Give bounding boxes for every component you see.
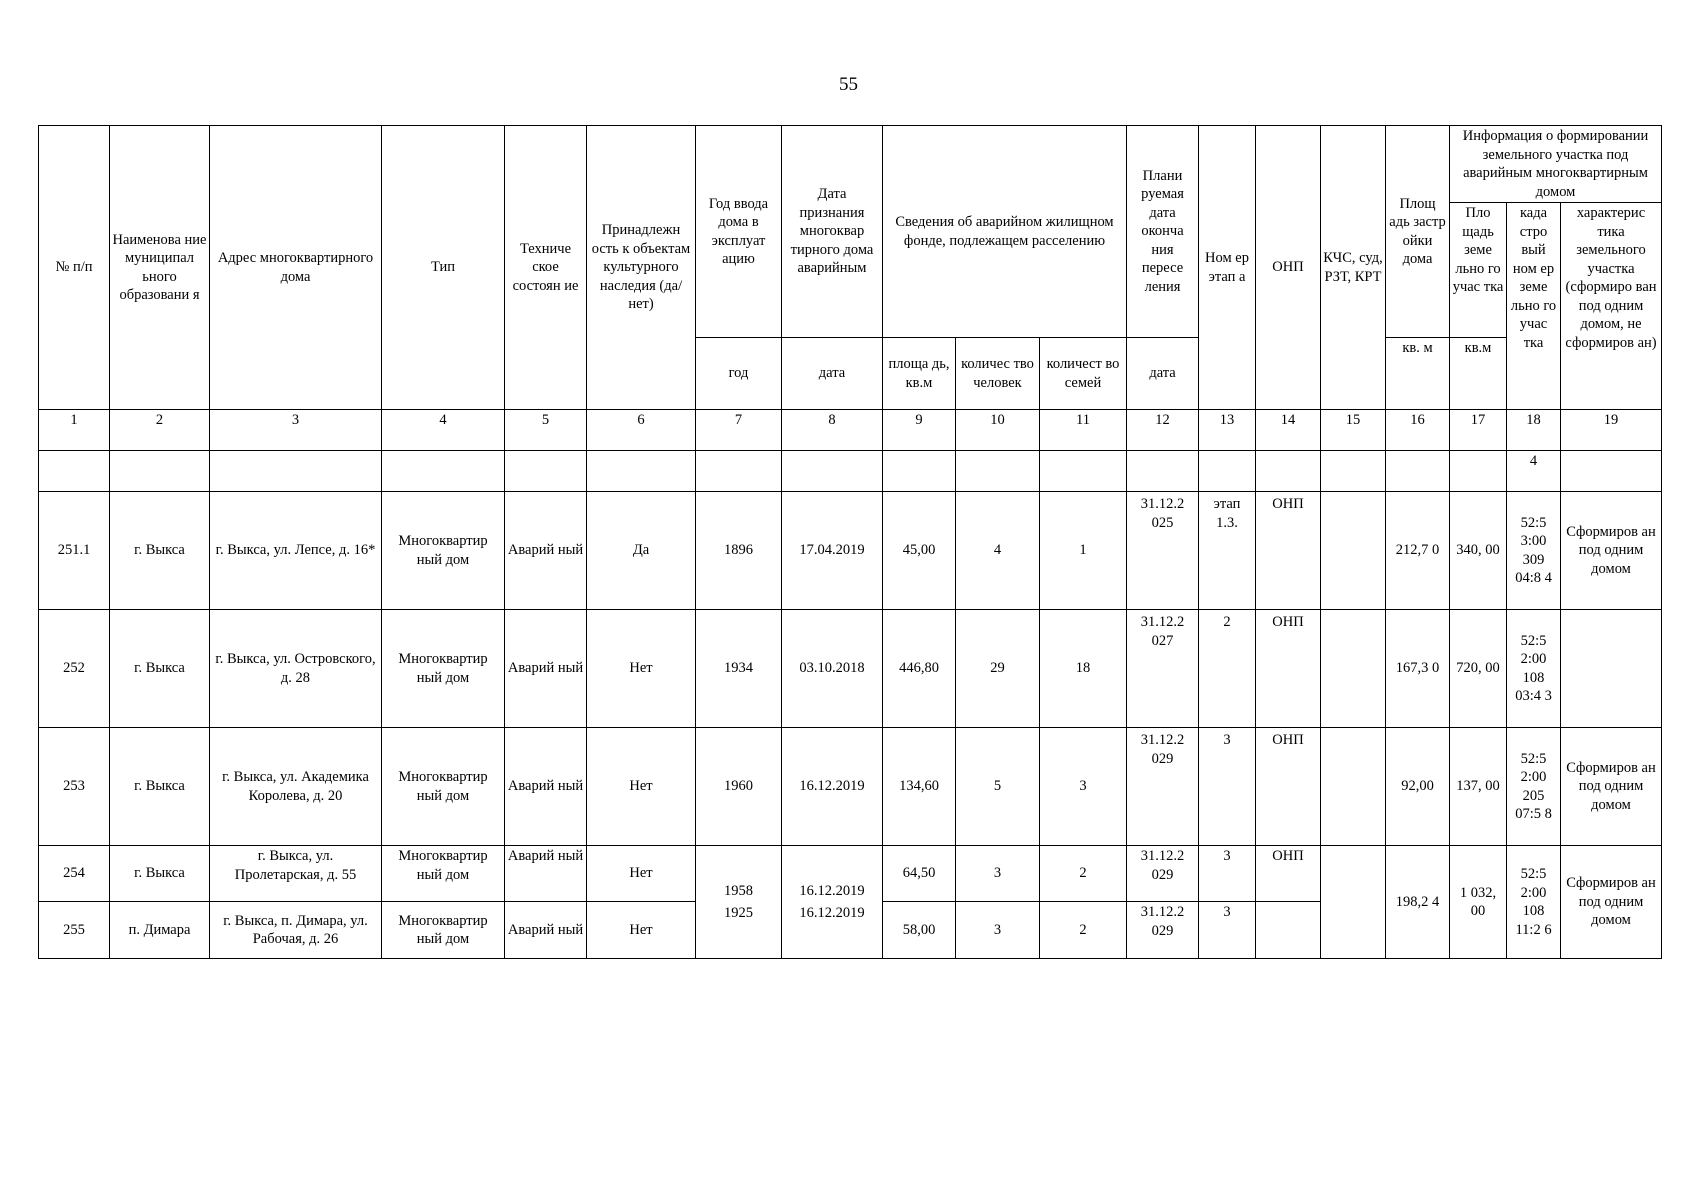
cell-area: 58,00: [883, 902, 956, 959]
cell-address: г. Выкса, ул. Пролетарская, д. 55: [210, 846, 382, 902]
cell-num: 255: [39, 902, 110, 959]
cell-build-area: 167,3 0: [1386, 610, 1450, 728]
cell-date-255: 16.12.2019: [799, 904, 865, 921]
cell-cadastral: 52:5 2:00 205 07:5 8: [1507, 728, 1561, 846]
cell-families: 1: [1040, 492, 1127, 610]
cell-state: Аварий ный: [505, 902, 587, 959]
subheader-families: количест во семей: [1040, 338, 1127, 410]
table-row: [39, 610, 1662, 728]
cell-heritage: Нет: [587, 846, 696, 902]
header-state: Техниче ское состоян ие: [505, 126, 587, 410]
cell-stage: 3: [1199, 728, 1256, 846]
column-number: 2: [110, 410, 210, 451]
cell-num: 254: [39, 846, 110, 902]
header-onp: ОНП: [1256, 126, 1321, 410]
column-number: 5: [505, 410, 587, 451]
cell-stage: 3: [1199, 902, 1256, 959]
cell-people: 3: [956, 902, 1040, 959]
header-land-area: Пло щадь земе льно го учас тка: [1450, 203, 1507, 338]
cell-families: 2: [1040, 846, 1127, 902]
column-number: 13: [1199, 410, 1256, 451]
cell-land-area-merged: 1 032, 00: [1450, 846, 1507, 959]
cell-state: Аварий ный: [505, 846, 587, 902]
cell-land-area: 137, 00: [1450, 728, 1507, 846]
cell-people: 4: [956, 492, 1040, 610]
header-housing-info: Сведения об аварийном жилищном фонде, подлежащем расселению: [883, 126, 1127, 338]
cell-area: 64,50: [883, 846, 956, 902]
column-number: 4: [382, 410, 505, 451]
cell-area: 446,80: [883, 610, 956, 728]
cell-people: 29: [956, 610, 1040, 728]
subheader-resettle-date: дата: [1127, 338, 1199, 410]
cell-resettle: 31.12.2 027: [1127, 610, 1199, 728]
cell-onp: ОНП: [1256, 846, 1321, 902]
column-number: 16: [1386, 410, 1450, 451]
cell-address: г. Выкса, ул. Лепсе, д. 16*: [210, 492, 382, 610]
cell-land-char: [1561, 610, 1662, 728]
cell-cadastral: 52:5 2:00 108 03:4 3: [1507, 610, 1561, 728]
cell-year: 1934: [696, 610, 782, 728]
column-number: 10: [956, 410, 1040, 451]
header-cadastral: када стро вый ном ер земе льно го учас тка: [1507, 203, 1561, 410]
cell-kchs: [1321, 728, 1386, 846]
subheader-land-area-unit: кв.м: [1450, 338, 1507, 410]
column-number: 9: [883, 410, 956, 451]
subheader-build-area-unit: кв. м: [1386, 338, 1450, 410]
subheader-date: дата: [782, 338, 883, 410]
cell-date: 16.12.2019: [782, 728, 883, 846]
cell-state: Аварий ный: [505, 610, 587, 728]
column-numbers-row: [39, 410, 1662, 451]
column-number: 1: [39, 410, 110, 451]
column-number: 7: [696, 410, 782, 451]
column-number: 14: [1256, 410, 1321, 451]
cell-municipality: г. Выкса: [110, 492, 210, 610]
cell-land-char: Сформиров ан под одним домом: [1561, 492, 1662, 610]
subheader-area: площа дь, кв.м: [883, 338, 956, 410]
cell-resettle: 31.12.2 029: [1127, 728, 1199, 846]
subheader-year: год: [696, 338, 782, 410]
cell-families: 2: [1040, 902, 1127, 959]
cell-num: 253: [39, 728, 110, 846]
cell-year-255: 1925: [724, 904, 753, 921]
cell-year: 1896: [696, 492, 782, 610]
cell-onp: ОНП: [1256, 728, 1321, 846]
cell-heritage: Нет: [587, 902, 696, 959]
cell-people: 3: [956, 846, 1040, 902]
cell-cadastral-merged: 52:5 2:00 108 11:2 6: [1507, 846, 1561, 959]
cell-municipality: п. Димара: [110, 902, 210, 959]
cell-type: Многоквартир ный дом: [382, 492, 505, 610]
blank-row-cadastral: 4: [1507, 451, 1561, 492]
header-resettle-date: Плани руемая дата оконча ния пересе ления: [1127, 126, 1199, 338]
cell-num: 252: [39, 610, 110, 728]
cell-year: 1960: [696, 728, 782, 846]
cell-resettle: 31.12.2 025: [1127, 492, 1199, 610]
cell-state: Аварий ный: [505, 492, 587, 610]
cell-land-char-merged: Сформиров ан под одним домом: [1561, 846, 1662, 959]
header-land-info: Информация о формировании земельного участка под аварийным многоквартирным домом: [1450, 126, 1662, 203]
column-number: 17: [1450, 410, 1507, 451]
column-number: 8: [782, 410, 883, 451]
cell-type: Многоквартир ный дом: [382, 902, 505, 959]
cell-address: г. Выкса, ул. Академика Королева, д. 20: [210, 728, 382, 846]
header-kchs: КЧС, суд, РЗТ, КРТ: [1321, 126, 1386, 410]
cell-num: 251.1: [39, 492, 110, 610]
cell-heritage: Да: [587, 492, 696, 610]
cell-stage: 2: [1199, 610, 1256, 728]
cell-heritage: Нет: [587, 610, 696, 728]
cell-date-254: 16.12.2019: [799, 882, 865, 899]
cell-date-merged: [782, 846, 883, 959]
header-municipality: Наименова ние муниципал ьного образовани я: [110, 126, 210, 410]
column-number: 6: [587, 410, 696, 451]
cell-families: 18: [1040, 610, 1127, 728]
cell-municipality: г. Выкса: [110, 728, 210, 846]
table-row: [39, 492, 1662, 610]
header-stage: Ном ер этап а: [1199, 126, 1256, 410]
cell-onp: [1256, 902, 1321, 959]
cell-land-area: 340, 00: [1450, 492, 1507, 610]
cell-stage: этап 1.3.: [1199, 492, 1256, 610]
page-number: 55: [839, 74, 858, 95]
column-number: 18: [1507, 410, 1561, 451]
emergency-housing-table: [38, 125, 1662, 959]
header-type: Тип: [382, 126, 505, 410]
table-row: [39, 846, 1662, 902]
cell-onp: ОНП: [1256, 492, 1321, 610]
cell-kchs: [1321, 610, 1386, 728]
cell-kchs: [1321, 492, 1386, 610]
header-recognition-date: Дата признания многоквар тирного дома аварийным: [782, 126, 883, 338]
header-num: № п/п: [39, 126, 110, 410]
cell-year-merged: [696, 846, 782, 959]
cell-area: 45,00: [883, 492, 956, 610]
header-year: Год ввода дома в эксплуат ацию: [696, 126, 782, 338]
header-heritage: Принадлежн ость к объектам культурного наследия (да/нет): [587, 126, 696, 410]
cell-land-area: 720, 00: [1450, 610, 1507, 728]
column-number: 12: [1127, 410, 1199, 451]
cell-stage: 3: [1199, 846, 1256, 902]
cell-resettle: 31.12.2 029: [1127, 846, 1199, 902]
cell-type: Многоквартир ный дом: [382, 728, 505, 846]
cell-address: г. Выкса, ул. Островского, д. 28: [210, 610, 382, 728]
header-land-char: характерис тика земельного участка (сформиро ван под одним домом, не сформиров ан): [1561, 203, 1662, 410]
cell-type: Многоквартир ный дом: [382, 610, 505, 728]
cell-families: 3: [1040, 728, 1127, 846]
cell-date: 17.04.2019: [782, 492, 883, 610]
cell-date: 03.10.2018: [782, 610, 883, 728]
cell-year-254: 1958: [724, 882, 753, 899]
cell-municipality: г. Выкса: [110, 846, 210, 902]
cell-state: Аварий ный: [505, 728, 587, 846]
blank-row: [39, 451, 1662, 492]
cell-cadastral: 52:5 3:00 309 04:8 4: [1507, 492, 1561, 610]
cell-land-char: Сформиров ан под одним домом: [1561, 728, 1662, 846]
header-address: Адрес многоквартирного дома: [210, 126, 382, 410]
cell-onp: ОНП: [1256, 610, 1321, 728]
cell-area: 134,60: [883, 728, 956, 846]
cell-build-area: 212,7 0: [1386, 492, 1450, 610]
header-build-area: Площ адь застр ойки дома: [1386, 126, 1450, 338]
subheader-people: количес тво человек: [956, 338, 1040, 410]
cell-build-area: 92,00: [1386, 728, 1450, 846]
cell-address: г. Выкса, п. Димара, ул. Рабочая, д. 26: [210, 902, 382, 959]
table-row: [39, 728, 1662, 846]
column-number: 3: [210, 410, 382, 451]
cell-build-area-merged: 198,2 4: [1386, 846, 1450, 959]
column-number: 11: [1040, 410, 1127, 451]
column-number: 19: [1561, 410, 1662, 451]
column-number: 15: [1321, 410, 1386, 451]
cell-resettle: 31.12.2 029: [1127, 902, 1199, 959]
cell-people: 5: [956, 728, 1040, 846]
cell-type: Многоквартир ный дом: [382, 846, 505, 902]
cell-municipality: г. Выкса: [110, 610, 210, 728]
cell-heritage: Нет: [587, 728, 696, 846]
